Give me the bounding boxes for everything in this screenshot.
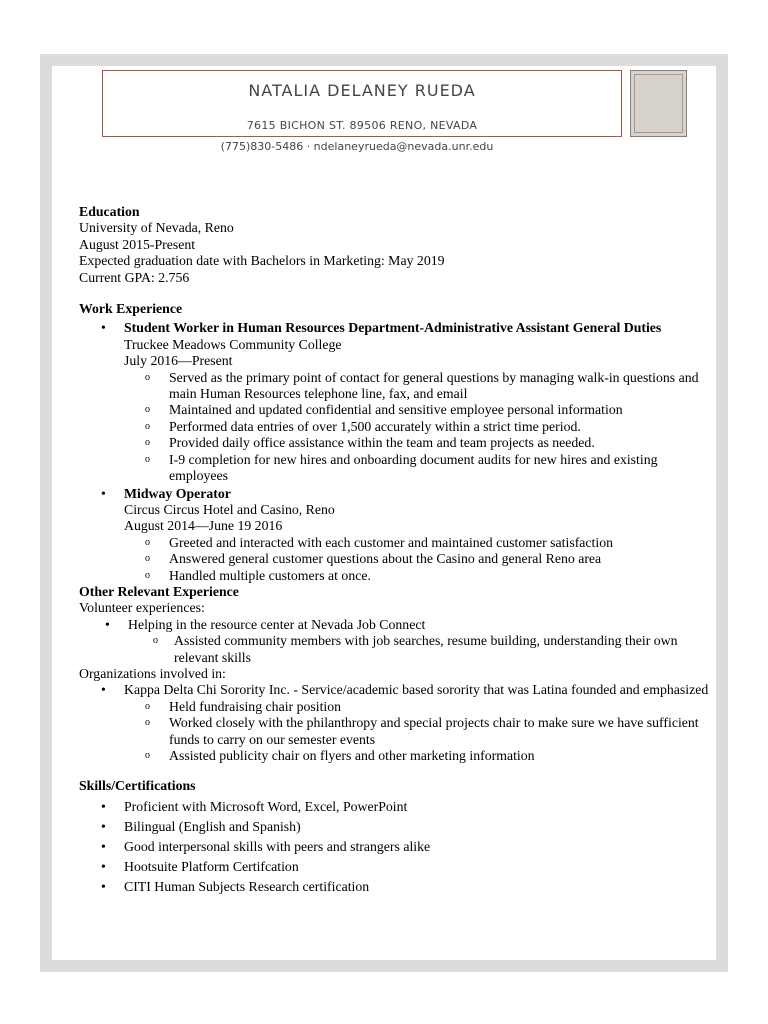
job-dates: July 2016—Present <box>124 353 233 369</box>
bullet-icon: • <box>105 616 110 632</box>
org-item: • Kappa Delta Chi Sorority Inc. - Service/academic based sorority that was Latina founded and emphasized <box>101 682 709 698</box>
job-duty: o Provided daily office assistance within the team and team projects as needed. <box>145 435 595 451</box>
bullet-icon: • <box>101 682 106 698</box>
job-duty: o Performed data entries of over 1,500 accurately within a strict time period. <box>145 418 581 434</box>
sub-bullet-icon: o <box>145 569 150 581</box>
resume-page <box>52 66 716 960</box>
document-viewer <box>40 54 728 972</box>
resume-body <box>79 204 711 899</box>
sub-bullet-icon: o <box>145 404 150 416</box>
job-org: Circus Circus Hotel and Casino, Reno <box>124 501 335 517</box>
job-entry <box>79 320 711 369</box>
header-box <box>102 70 622 137</box>
job-duty: o Answered general customer questions about the Casino and general Reno area <box>145 551 602 567</box>
bullet-icon: • <box>101 818 106 834</box>
job-duty: o Served as the primary point of contact for general questions by managing walk-in questions and main Human Resources telephone line, fax, and email <box>145 369 699 402</box>
education-line: Expected graduation date with Bachelors in Marketing: May 2019 <box>79 253 445 269</box>
org-detail: o Held fundraising chair position <box>145 698 342 714</box>
sub-bullet-icon: o <box>145 750 150 761</box>
sub-bullet-icon: o <box>153 635 158 647</box>
sub-bullet-icon: o <box>145 700 150 712</box>
job-duty: o Greeted and interacted with each customer and maintained customer satisfaction <box>145 534 614 550</box>
photo-placeholder <box>630 70 687 137</box>
job-org: Truckee Meadows Community College <box>124 336 342 352</box>
job-duty: o I-9 completion for new hires and onboarding document audits for new hires and existing employees <box>145 451 658 484</box>
org-detail: o Assisted publicity chair on flyers and other marketing information <box>145 748 535 763</box>
job-duty: o Handled multiple customers at once. <box>145 567 371 583</box>
sub-bullet-icon: o <box>145 371 150 383</box>
volunteer-item: • Helping in the resource center at Nevada Job Connect <box>105 616 426 632</box>
sub-bullet-icon: o <box>145 453 150 465</box>
job-role: Midway Operator <box>124 485 231 501</box>
skills-title: Skills/Certifications <box>79 778 196 794</box>
bullet-icon: • <box>101 485 106 501</box>
skill-item: • Hootsuite Platform Certifcation <box>101 858 299 874</box>
job-dates: August 2014—June 19 2016 <box>124 518 283 534</box>
skill-item: • Proficient with Microsoft Word, Excel, PowerPoint <box>101 798 408 814</box>
bullet-icon: • <box>101 320 106 336</box>
skill-item: • CITI Human Subjects Research certification <box>101 878 370 894</box>
job-entry <box>79 486 711 535</box>
sub-bullet-icon: o <box>145 536 150 548</box>
education-line: University of Nevada, Reno <box>79 220 234 236</box>
volunteer-detail: o Assisted community members with job searches, resume building, understanding their own relevant skills <box>153 633 678 665</box>
work-title: Work Experience <box>79 301 183 317</box>
bullet-icon: • <box>101 858 106 874</box>
org-detail: o Worked closely with the philanthropy and special projects chair to make sure we have sufficient funds to carry on our semester events <box>145 715 699 747</box>
skill-item: • Good interpersonal skills with peers and strangers alike <box>101 838 431 854</box>
org-label: Organizations involved in: <box>79 665 226 681</box>
other-title: Other Relevant Experience <box>79 583 239 599</box>
bullet-icon: • <box>101 838 106 854</box>
skill-item: • Bilingual (English and Spanish) <box>101 818 301 834</box>
education-line: Current GPA: 2.756 <box>79 269 190 285</box>
job-duty: o Maintained and updated confidential and sensitive employee personal information <box>145 402 623 418</box>
sub-bullet-icon: o <box>145 437 150 449</box>
sub-bullet-icon: o <box>145 553 150 565</box>
resume-contact: (775)830-5486 · ndelaneyrueda@nevada.unr.edu <box>220 140 494 153</box>
resume-address: 7615 BICHON ST. 89506 RENO, NEVADA <box>246 119 478 132</box>
education-title: Education <box>79 204 140 219</box>
education-line: August 2015-Present <box>79 236 196 252</box>
bullet-icon: • <box>101 878 106 894</box>
job-role: Student Worker in Human Resources Department-Administrative Assistant General Duties <box>124 320 662 336</box>
sub-bullet-icon: o <box>145 717 150 729</box>
bullet-icon: • <box>101 798 106 814</box>
resume-name: NATALIA DELANEY RUEDA <box>248 81 476 100</box>
sub-bullet-icon: o <box>145 420 150 432</box>
volunteer-label: Volunteer experiences: <box>79 600 205 616</box>
